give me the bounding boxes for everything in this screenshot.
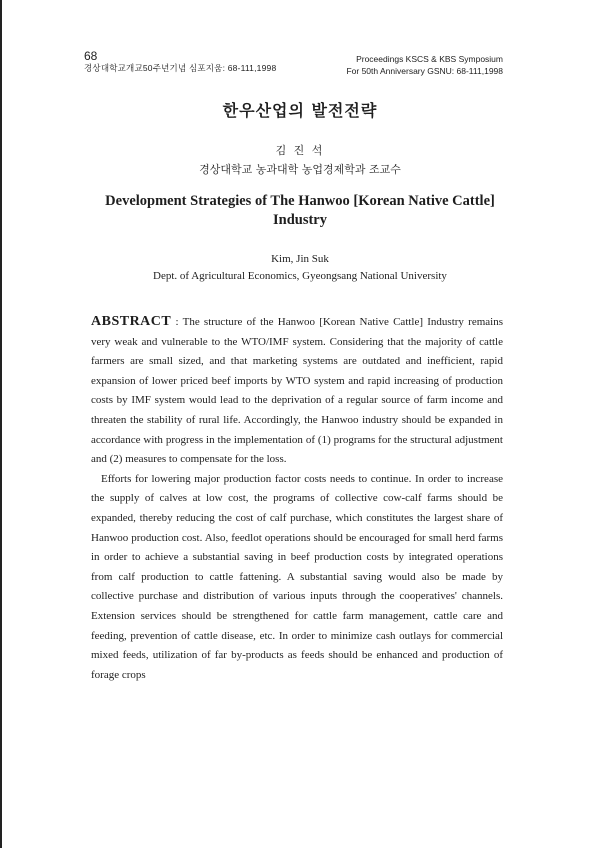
author-en: Kim, Jin Suk	[271, 253, 329, 265]
header-right	[346, 50, 503, 77]
abstract-label: ABSTRACT	[91, 314, 172, 329]
header-left	[84, 50, 276, 74]
source-citation-ko: 경상대학교개교50주년기념 심포지움: 68-111,1998	[84, 63, 277, 73]
affiliation-en: Dept. of Agricultural Economics, Gyeongsang National University	[153, 270, 447, 282]
abstract-paragraph-2: Efforts for lowering major production factor costs needs to continue. In order to increase the supply of calves at low cost, the programs of collective cow-calf farms should be expanded, thereby reducing the cost of calf purchase, which constitutes the largest share of Hanwoo production cost. Also, feedlot operations should be encouraged for small herd farms in order to achieve a substantial saving in beef production costs by integrated operations from calf production to cattle fattening. A substantial saving would also be made by collective purchase and distribution of various inputs through the cooperatives' channels. Extension services should be strengthened for cattle farm management, cattle care and feeding, prevention of cattle disease, etc. In order to minimize cash outlays for commercial mixed feeds, utilization of far by-products as feeds should be enhanced and production of forage crops	[91, 472, 503, 681]
abstract-separator: :	[171, 316, 183, 328]
page-number: 68	[84, 49, 98, 63]
proceedings-title: Proceedings KSCS & KBS Symposium	[356, 54, 503, 64]
abstract-paragraph-1	[91, 312, 503, 470]
abstract-text-1: The structure of the Hanwoo [Korean Native Cattle] Industry remains very weak and vulnerable to the WTO/IMF system. Considering that the majority of cattle farmers are small sized, and that marketing systems are outdated and inefficient, rapid expansion of lower priced beef imports by WTO system and rapid increasing of production costs by IMF system would lead to the deprivation of a regular source of farm income and threaten the stability of rural life. Accordingly, the Hanwoo industry should be expanded in accordance with progress in the implementation of (1) programs for the structural adjustment and (2) measures to compensate for the loss.	[91, 316, 503, 466]
paper-title-ko: 한우산업의 발전전략	[222, 101, 378, 120]
source-citation-en: For 50th Anniversary GSNU: 68-111,1998	[346, 66, 503, 76]
affiliation-ko: 경상대학교 농과대학 농업경제학과 조교수	[199, 163, 401, 176]
paper-title-en: Development Strategies of The Hanwoo [Korean Native Cattle] Industry	[105, 193, 495, 228]
author-ko: 김 진 석	[275, 144, 325, 157]
abstract-section	[91, 312, 503, 685]
